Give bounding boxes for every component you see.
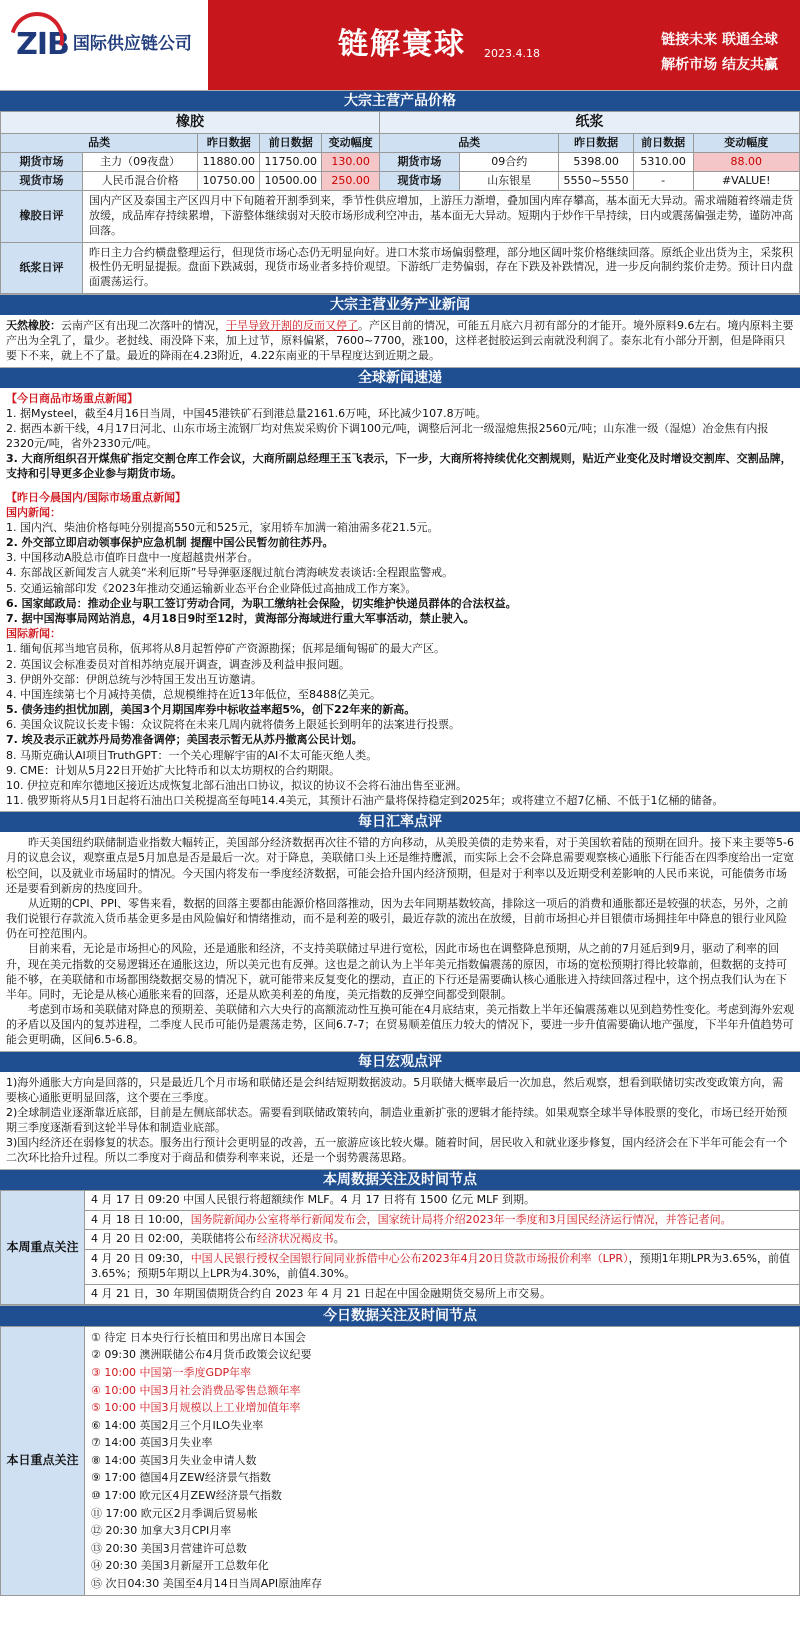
col-yesterday: 昨日数据: [559, 134, 633, 153]
pulp-comment-row: 纸浆日评 昨日主力合约横盘整理运行，但现货市场心态仍无明显向好。进口木浆市场偏弱整理，部分地区阔叶浆价格继续回落。原纸企业出货为主，采浆积极性仍无明显提振。盘面下跌减弱，现货市场业者多持价观望。下游纸厂走势偏弱，存在下跌及补跌情况，进一步反向制约浆价走势。预计日内盘面震荡运行。: [1, 242, 800, 294]
global-news: [0, 388, 800, 812]
week-label: 本周重点关注: [1, 1190, 85, 1304]
logo-swoosh-icon: [0, 2, 74, 76]
heading-international: 国际新闻：: [6, 627, 61, 641]
today-label: 本日重点关注: [1, 1326, 85, 1595]
week-table: [0, 1190, 800, 1305]
col-previous: 前日数据: [633, 134, 693, 153]
today-list: [85, 1326, 800, 1595]
week-item: 4 月 20 日 02:00，美联储将公布经济状况褐皮书。: [85, 1230, 800, 1250]
heading-commodity-news: 【今日商品市场重点新闻】: [6, 391, 138, 405]
week-item: 4 月 17 日 09:20 中国人民银行将超额续作 MLF。4 月 17 日将有 1500 亿元 MLF 到期。: [85, 1190, 800, 1210]
list-item: ⑬ 20:30 美国3月营建许可总数: [91, 1541, 247, 1555]
list-item: 2. 外交部立即启动领事保护应急机制 提醒中国公民暂勿前往苏丹。: [6, 536, 334, 550]
list-item: 8. 马斯克确认AI项目TruthGPT：一个关心理解宇宙的AI不太可能灭绝人类。: [6, 748, 378, 762]
section-title-macro: 每日宏观点评: [0, 1051, 800, 1072]
logo-mark: ZIB: [16, 26, 69, 64]
macro-commentary: 1)海外通胀大方向是回落的，只是最近几个月市场和联储还是会纠结短期数据波动。5月联储大概率最后一次加息，然后观察，想看到联储切实改变政策方向，需要核心通胀更明显回落，这个要在三季度。 2)全球制造业逐渐靠近底部，目前是左侧底部状态。需要看到联储政策转向，制造业重新扩张的逻辑才能持续。如果观察全球半导体股票的变化，市场已经开始预期三季度逐渐看到这轮半导体和制造业底部。 3)国内经济还在弱修复的状态。服务出行预计会更明显的改善，五一旅游应该比较火爆。随着时间，居民收入和就业逐步修复，国内经济会在下半年可能会有一个二次环比拾升过程。所以二季度对于商品和债券利率来说，还是一个弱势震荡思路。: [6, 1075, 788, 1165]
list-item: 1. 缅甸佤邦当地官员称，佤邦将从8月起暂停矿产资源勘探；佤邦是缅甸锡矿的最大产区。: [6, 642, 445, 656]
list-item: ⑭ 20:30 美国3月新屋开工总数年化: [91, 1559, 269, 1573]
list-item: 5. 交通运输部印发《2023年推动交通运输新业态平台企业降低过高抽成工作方案》。: [6, 581, 417, 595]
list-item: ④ 10:00 中国3月社会消费品零售总额年率: [91, 1383, 301, 1397]
price-table: [0, 111, 800, 294]
rubber-comment: 国内产区及泰国主产区四月中下旬随着开割季到来，季节性供应增加，上游压力渐增，叠加国内库存攀高，基本面无大异动。需求端随着终端走货放缓，成品库存持续累增，下游整体继续弱对天胶市场形成利空冲击，基本面无大异动。短期内于炒作干旱持续，日内或震荡偏强走势，谨防冲高回落。: [82, 191, 799, 243]
list-item: ③ 10:00 中国第一季度GDP年率: [91, 1365, 252, 1379]
list-item: ⑩ 17:00 欧元区4月ZEW经济景气指数: [91, 1489, 282, 1503]
list-item: 6. 美国众议院议长麦卡锡：众议院将在未来几周内就将债务上限延长到明年的法案进行投票。: [6, 718, 460, 732]
slogan-line-2: 解析市场 结友共赢: [661, 57, 778, 74]
table-row: 期货市场 主力（09夜盘） 11880.00 11750.00 130.00 期货市场 09合约 5398.00 5310.00 88.00: [1, 153, 800, 172]
list-item: 7. 据中国海事局网站消息，4月18日9时至12时，黄海部分海域进行重大军事活动，禁止驶入。: [6, 611, 475, 625]
change-cell: 88.00: [693, 153, 800, 172]
fx-commentary: 昨天美国纽约联储制造业指数大幅转正，美国部分经济数据再次往不错的方向移动，从美股美债的走势来看，对于美国软着陆的预期在回升。接下来主要等5-6月的议息会议，观察重点是5月加息是否是最后一次。对于降息，美联储口头上还是维持鹰派，而实际上会不会降息需要观察核心通胀下行能否在四季度给出一定宽松空间，以及就业市场届时的情况。今天国内将发布一季度经济数据，可能会拾升国内经济预期，但是对于利率以及近期受利差影响的人民币来说，可能债务市场还是要看到新房的热度回升。 从近期的CPI、PPI、零售来看，数据的回落主要都由能源价格回落推动，因为去年同期基数较高，排除这一项后的消费和通胀都还是较强的状态，另外，之前我们说银行存款流入货币基金更多是由风险偏好和情绪推动，而不是利差的吸引，最近存款的流出在放缓，目前市场担心并目银债市场拥挂年中降息的银行业风险仍在可控范围内。 目前来看，无论是市场担心的风险，还是通胀和经济，不支持美联储过早进行宽松，因此市场也在调整降息预期，从之前的7月延后到9月，驱动了利率的回升，现在美元指数的交易逻辑还在通胀这边，所以美元也有反弹。这也是之前认为上半年美元指数偏震荡的原因，市场的宽松预期打得比较靠前，但数据的支持可能不够，在美联储和市场都围绕数据交易的情况下，就可能带来反复变化的摆动，直正的下行还是需要确认核心通胀进入持续回落过程中，这个拐点我们认为在下半年。同时，无论是从核心通胀来看的回落，还是从欧美利差的角度，美元指数的反弹空间都受到限制。 考虑到市场和美联储对降息的预期差、美联储和六大央行的高额流动性互换可能在4月底结束，美元指数上半年还偏震荡难以见到趋势性变化。考虑到海外宏观的矛盾以及国内的复苏进程，二季度人民币可能仍是震荡走势，区间6.7-7；在贸易顺差值压力较大的情况下，要进一步升值需要确认地产强度，下半年升值趋势可能会更明确，区间6.5-6.8。: [6, 836, 794, 1047]
list-item: ⑥ 14:00 英国2月三个月ILO失业率: [91, 1418, 264, 1432]
week-item: 4 月 20 日 09:30，中国人民银行授权全国银行间同业拆借中心公布2023年4月20日贷款市场报价利率（LPR），预期1年期LPR为3.65%，前值3.65%；预期5年期以上LPR为4.30%，前值4.30%。: [85, 1250, 800, 1285]
list-item: 3. 大商所组织召开煤焦矿指定交割仓库工作会议，大商所副总经理王玉飞表示，下一步，大商所将持续优化交割规则，贴近产业变化及时增设交割库、交割品牌，支持和引导更多企业参与期货市场。: [6, 452, 792, 481]
week-item: 4 月 21 日，30 年期国债期货合约自 2023 年 4 月 21 日起在中国金融期货交易所上市交易。: [85, 1284, 800, 1304]
list-item: ⑦ 14:00 英国3月失业率: [91, 1436, 213, 1450]
list-item: ① 待定 日本央行行长植田和男出席日本国会: [91, 1330, 306, 1344]
pulp-header: 纸浆: [379, 112, 799, 134]
heading-market-news: 【昨日今晨国内/国际市场重点新闻】: [6, 490, 187, 504]
list-item: 3. 中国移动A股总市值昨日盘中一度超越贵州茅台。: [6, 551, 259, 565]
col-change: 变动幅度: [693, 134, 800, 153]
list-item: 3. 伊朗外交部：伊朗总统与沙特国王发出互访邀请。: [6, 672, 262, 686]
logo-text: 国际供应链公司: [72, 34, 192, 55]
section-title-global: 全球新闻速递: [0, 367, 800, 388]
list-item: 10. 伊拉克和库尔德地区接近达成恢复北部石油出口协议，拟议的协议不会将石油出售至亚洲。: [6, 778, 467, 792]
slogan: [661, 28, 778, 78]
col-previous: 前日数据: [260, 134, 322, 153]
section-title-prices: 大宗主营产品价格: [0, 90, 800, 111]
pulp-comment: 昨日主力合约横盘整理运行，但现货市场心态仍无明显向好。进口木浆市场偏弱整理，部分地区阔叶浆价格继续回落。原纸企业出货为主，采浆积极性仍无明显提振。盘面下跌减弱，现货市场业者多持价观望。下游纸厂走势偏弱，存在下跌及补跌情况，进一步反向制约浆价走势。预计日内盘面震荡运行。: [82, 242, 799, 294]
section-title-fx: 每日汇率点评: [0, 811, 800, 832]
rubber-header: 橡胶: [1, 112, 380, 134]
list-item: 4. 东部战区新闻发言人就美“米利厄斯”号导弹驱逐舰过航台湾海峡发表谈话:全程跟监警戒。: [6, 566, 454, 580]
list-item: 2. 英国议会标准委员对首相苏纳克展开调查，调查涉及利益申报问题。: [6, 657, 350, 671]
change-cell: 130.00: [322, 153, 380, 172]
col-yesterday: 昨日数据: [198, 134, 260, 153]
section-title-week: 本周数据关注及时间节点: [0, 1169, 800, 1190]
rubber-comment-row: 橡胶日评 国内产区及泰国主产区四月中下旬随着开割季到来，季节性供应增加，上游压力渐增，叠加国内库存攀高，基本面无大异动。需求端随着终端走货放缓，成品库存持续累增，下游整体继续弱对天胶市场形成利空冲击，基本面无大异动。短期内于炒作干旱持续，日内或震荡偏强走势，谨防冲高回落。: [1, 191, 800, 243]
list-item: ⑤ 10:00 中国3月规模以上工业增加值年率: [91, 1401, 301, 1415]
table-row: 现货市场 人民币混合价格 10750.00 10500.00 250.00 现货市场 山东银星 5550~5550 - #VALUE!: [1, 172, 800, 191]
brand-title: 链解寰球: [338, 26, 466, 62]
logo: [0, 0, 208, 90]
col-change: 变动幅度: [322, 134, 380, 153]
col-item: 品类: [379, 134, 559, 153]
col-item: 品类: [1, 134, 198, 153]
list-item: ② 09:30 澳洲联储公布4月货币政策会议纪要: [91, 1348, 312, 1362]
list-item: 1. 国内汽、柴油价格每吨分别提高550元和525元，家用轿车加满一箱油需多花21.5元。: [6, 520, 439, 534]
change-cell: 250.00: [322, 172, 380, 191]
header-banner: [208, 0, 800, 90]
section-title-today: 今日数据关注及时间节点: [0, 1305, 800, 1326]
list-item: 1. 据Mysteel，截至4月16日当周，中国45港铁矿石到港总量2161.6万吨，环比减少107.8万吨。: [6, 406, 487, 420]
list-item: 2. 据西本新干线，4月17日河北、山东市场主流钢厂均对焦炭采购价下调100元/吨，调整后河北一级湿熄焦报2560元/吨；山东准一级（湿熄）冶金焦有内报2320元/吨，省外2330元/吨。: [6, 421, 769, 451]
list-item: ⑪ 17:00 欧元区2月季调后贸易帐: [91, 1506, 258, 1520]
list-item: ⑨ 17:00 德国4月ZEW经济景气指数: [91, 1471, 271, 1485]
list-item: 7. 埃及表示正就苏丹局势准备调停；美国表示暂无从苏丹撤离公民计划。: [6, 733, 363, 747]
section-title-industry: 大宗主营业务产业新闻: [0, 294, 800, 315]
change-cell: #VALUE!: [693, 172, 800, 191]
list-item: ⑧ 14:00 英国3月失业金申请人数: [91, 1453, 257, 1467]
header: [0, 0, 800, 90]
list-item: 9. CME：计划从5月22日开始扩大比特币和以太坊期权的合约期限。: [6, 763, 341, 777]
report-date: 2023.4.18: [484, 46, 540, 60]
today-table: [0, 1326, 800, 1596]
heading-domestic: 国内新闻：: [6, 505, 61, 519]
list-item: 5. 债务违约担忧加剧，美国3个月期国库券中标收益率超5%，创下22年来的新高。: [6, 703, 416, 717]
industry-news: 天然橡胶：云南产区有出现二次落叶的情况，干旱导致开割的反而又停了。产区目前的情况，可能五月底六月初有部分的才能开。境外原料9.6左右。境内原料主要产出为全乳了，量少。老挝线、雨没降下来，加上过节，原料偏紧，7600~7700，涨100，这样老挝胶运到云南就没利润了。泰东北有小部分开割，但是降雨只要下不来，就上不了量。最近的降雨在4.23附近，4.22东南亚的干旱程度达到近期之最。: [6, 319, 794, 363]
slogan-line-1: 链接未来 联通全球: [661, 32, 778, 48]
list-item: ⑫ 20:30 加拿大3月CPI月率: [91, 1524, 232, 1538]
list-item: 6. 国家邮政局：推动企业与职工签订劳动合同，为职工缴纳社会保险，切实维护快递员群体的合法权益。: [6, 596, 517, 610]
list-item: 11. 俄罗斯将从5月1日起将石油出口关税提高至每吨14.4美元，其预计石油产量将保持稳定到2025年；或将建立不超7亿桶、不低于1亿桶的储备。: [6, 794, 724, 808]
week-item: 4 月 18 日 10:00，国务院新闻办公室将举行新闻发布会，国家统计局将介绍2023年一季度和3月国民经济运行情况，并答记者问。: [85, 1210, 800, 1230]
list-item: 4. 中国连续第七个月减持美债，总规模维持在近13年低位，至8488亿美元。: [6, 687, 381, 701]
list-item: ⑮ 次日04:30 美国至4月14日当周API原油库存: [91, 1577, 323, 1591]
